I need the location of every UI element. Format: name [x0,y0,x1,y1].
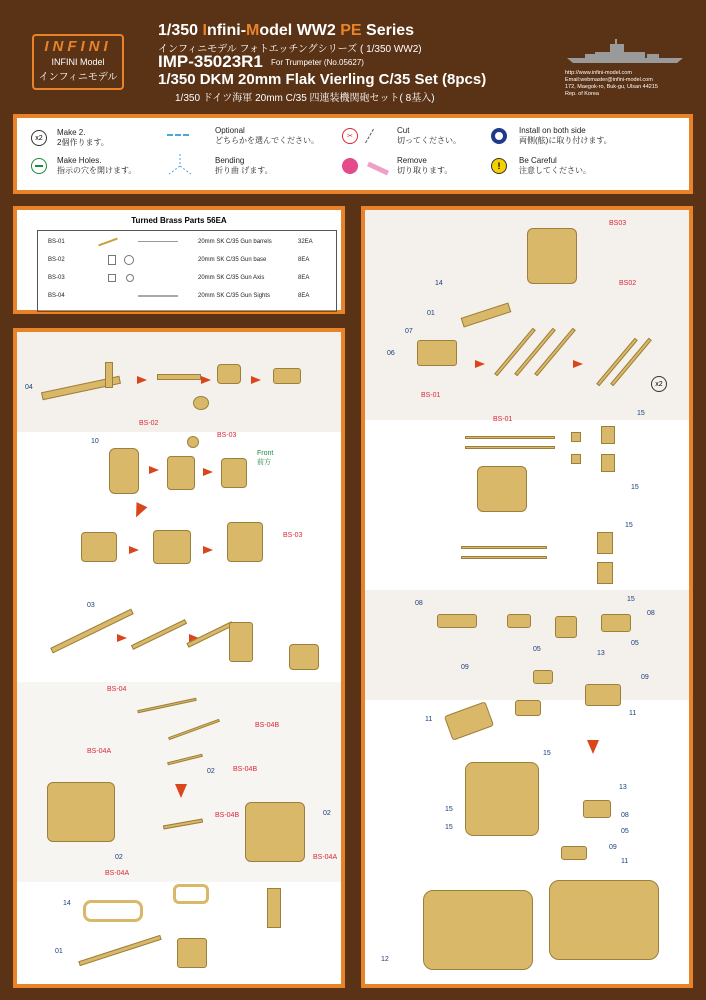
ship-silhouette-icon [565,38,685,64]
logo-jp-text: インフィニモデル [38,72,118,83]
make2-icon: x2 [651,376,667,392]
brand-logo [32,34,124,90]
brass-table: BS-01 20mm SK C/35 Gun barrels 32EA BS-02 20mm SK C/35 Gun base 8EA BS-03 20mm SK C/35 Gun Axis 8EA BS-04 20mm SK C/35 Gun Sights 8EA [37,230,337,312]
part-10 [109,448,139,494]
gun-mount-left [47,782,115,842]
product-code: IMP-35023R1 [158,52,263,71]
optional-icon [167,134,189,136]
gun-mount-right [245,802,305,862]
finished-gun-2 [549,880,659,960]
contact-info: http://www.infini-model.com Email:webmaster@infini-model.com 172, Maegok-ro, Buk-gu, Ulsan 44215 Rep. of Korea [565,70,658,97]
for-kit: For Trumpeter (No.05627) [271,58,364,67]
logo-top-text: INFINI [44,38,112,55]
product-name-jp: 1/350 ドイツ海軍 20mm C/35 四連装機関砲セット( 8基入) [175,93,435,104]
series-title-jp: インフィニモデル フォトエッチングシリーズ ( 1/350 WW2) [158,44,422,55]
gun-assembly-mid [477,466,527,512]
left-instructions-panel: 04 BS-02 10 BS-03 Front 前方 BS-03 03 BS-04 BS-04B BS-04A 02 BS-04B BS-04B 02 02 BS-04A BS-04A 14 01 [13,328,345,988]
part-01 [78,935,161,966]
header [0,0,706,108]
bending-icon [167,152,193,176]
logo-mid-text: INFINI Model [51,57,105,67]
caution-icon: ! [491,158,507,174]
gun-base-assembly [527,228,577,284]
gun-assembly-final-step [465,762,539,836]
holes-icon [31,158,47,174]
front-label: Front 前方 [257,450,274,466]
part-14 [83,900,143,922]
brass-title: Turned Brass Parts 56EA [131,216,227,225]
legend-panel: x2 Make 2. 2個作ります。 Make Holes. 指示の穴を開けます。 Optional どちらかを選んでください。 Bending 折り曲 げます。 ✂ Cut 切ってください。 Remove 切り取ります。 Install on both side 両側(舷)に取り付けます。 ! Be Careful 注意してください。 [13,114,693,194]
part-03 [50,609,134,654]
cut-icon: ✂ [342,128,358,144]
finished-gun-1 [423,890,533,970]
remove-icon [342,158,358,174]
make2-icon: x2 [31,130,47,146]
brass-parts-panel [13,206,345,314]
product-name: 1/350 DKM 20mm Flak Vierling C/35 Set (8pcs) [158,71,487,88]
series-title: 1/350 Infini-Model WW2 PE Series [158,22,415,39]
right-instructions-panel: BS03 BS02 14 01 07 06 x2 BS-01 BS-01 15 15 15 15 08 05 13 08 05 09 09 11 11 15 15 15 13 08 05 09 11 12 [361,206,693,988]
install-both-sides-icon [491,128,507,144]
